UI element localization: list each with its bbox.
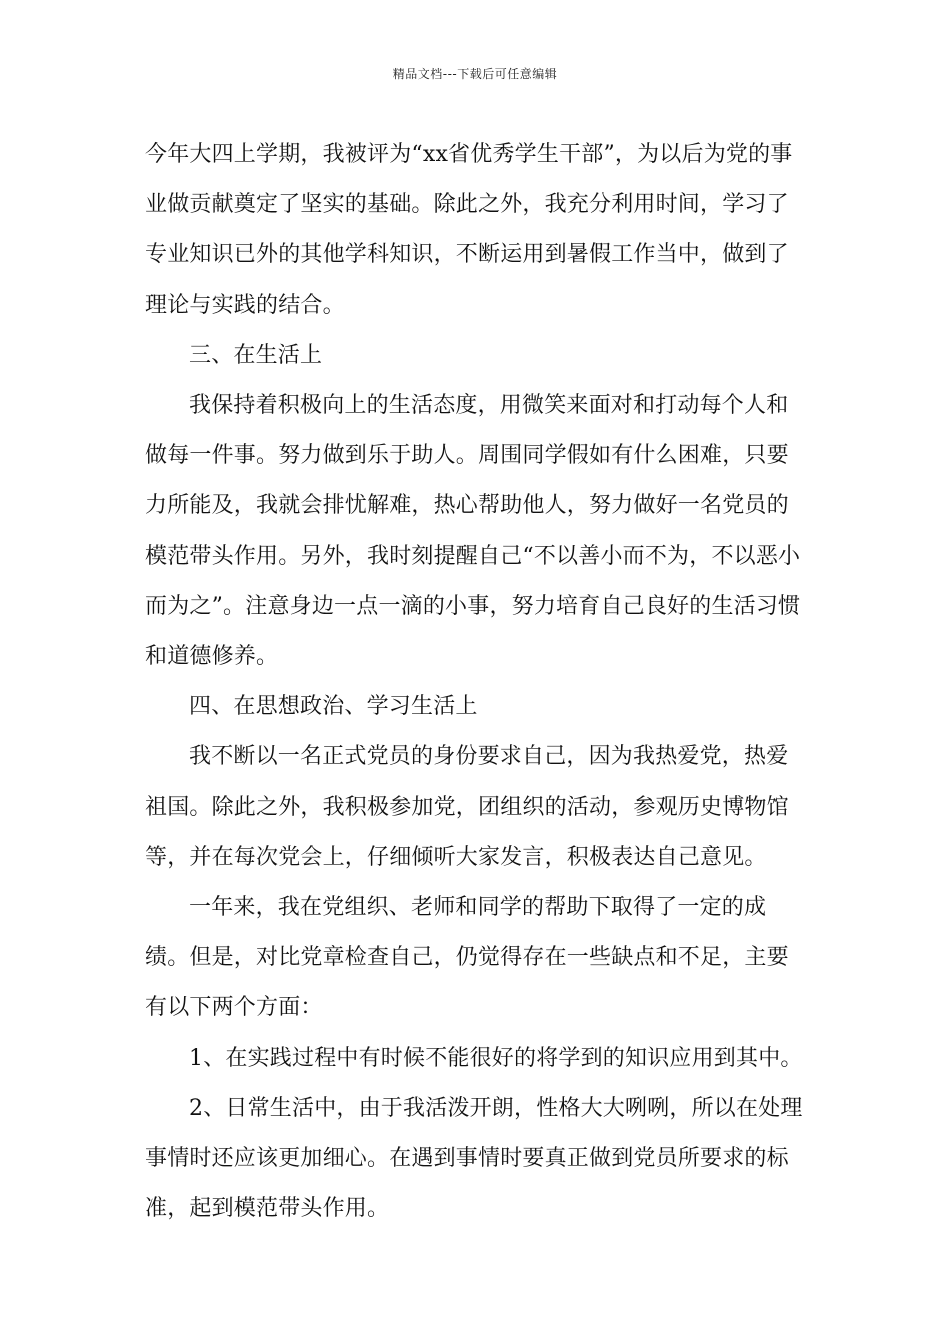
document-body bbox=[145, 130, 805, 1234]
section-heading-life: 三、在生活上 bbox=[189, 342, 323, 368]
list-item-2: 2、日常生活中，由于我活泼开朗，性格大大咧咧，所以在处理事情时还应该更加细心。在遇到事情时要真正做到党员所要求的标准，起到模范带头作用。 bbox=[145, 1095, 803, 1222]
paragraph-politics-study: 我不断以一名正式党员的身份要求自己，因为我热爱党，热爱祖国。除此之外，我积极参加党，团组织的活动，参观历史博物馆等，并在每次党会上，仔细倾听大家发言，积极表达自己意见。 bbox=[145, 744, 789, 870]
paragraph-summary: 一年来，我在党组织、老师和同学的帮助下取得了一定的成绩。但是，对比党章检查自己，仍觉得存在一些缺点和不足，主要有以下两个方面： bbox=[145, 895, 789, 1021]
page-header: 精品文档---下载后可任意编辑 bbox=[392, 67, 558, 81]
list-item-1: 1、在实践过程中有时候不能很好的将学到的知识应用到其中。 bbox=[189, 1045, 803, 1071]
paragraph-life: 我保持着积极向上的生活态度，用微笑来面对和打动每个人和做每一件事。努力做到乐于助人。周围同学假如有什么困难，只要力所能及，我就会排忧解难，热心帮助他人，努力做好一名党员的模范带头作用。另外，我时刻提醒自己“不以善小而不为，不以恶小而为之”。注意身边一点一滴的小事，努力培育自己良好的生活习惯和道德修养。 bbox=[145, 393, 801, 670]
paragraph-intro: 今年大四上学期，我被评为“xx省优秀学生干部”，为以后为党的事业做贡献奠定了坚实的基础。除此之外，我充分利用时间，学习了专业知识已外的其他学科知识，不断运用到暑假工作当中，做到了理论与实践的结合。 bbox=[145, 142, 793, 318]
section-heading-politics-study: 四、在思想政治、学习生活上 bbox=[189, 694, 478, 720]
